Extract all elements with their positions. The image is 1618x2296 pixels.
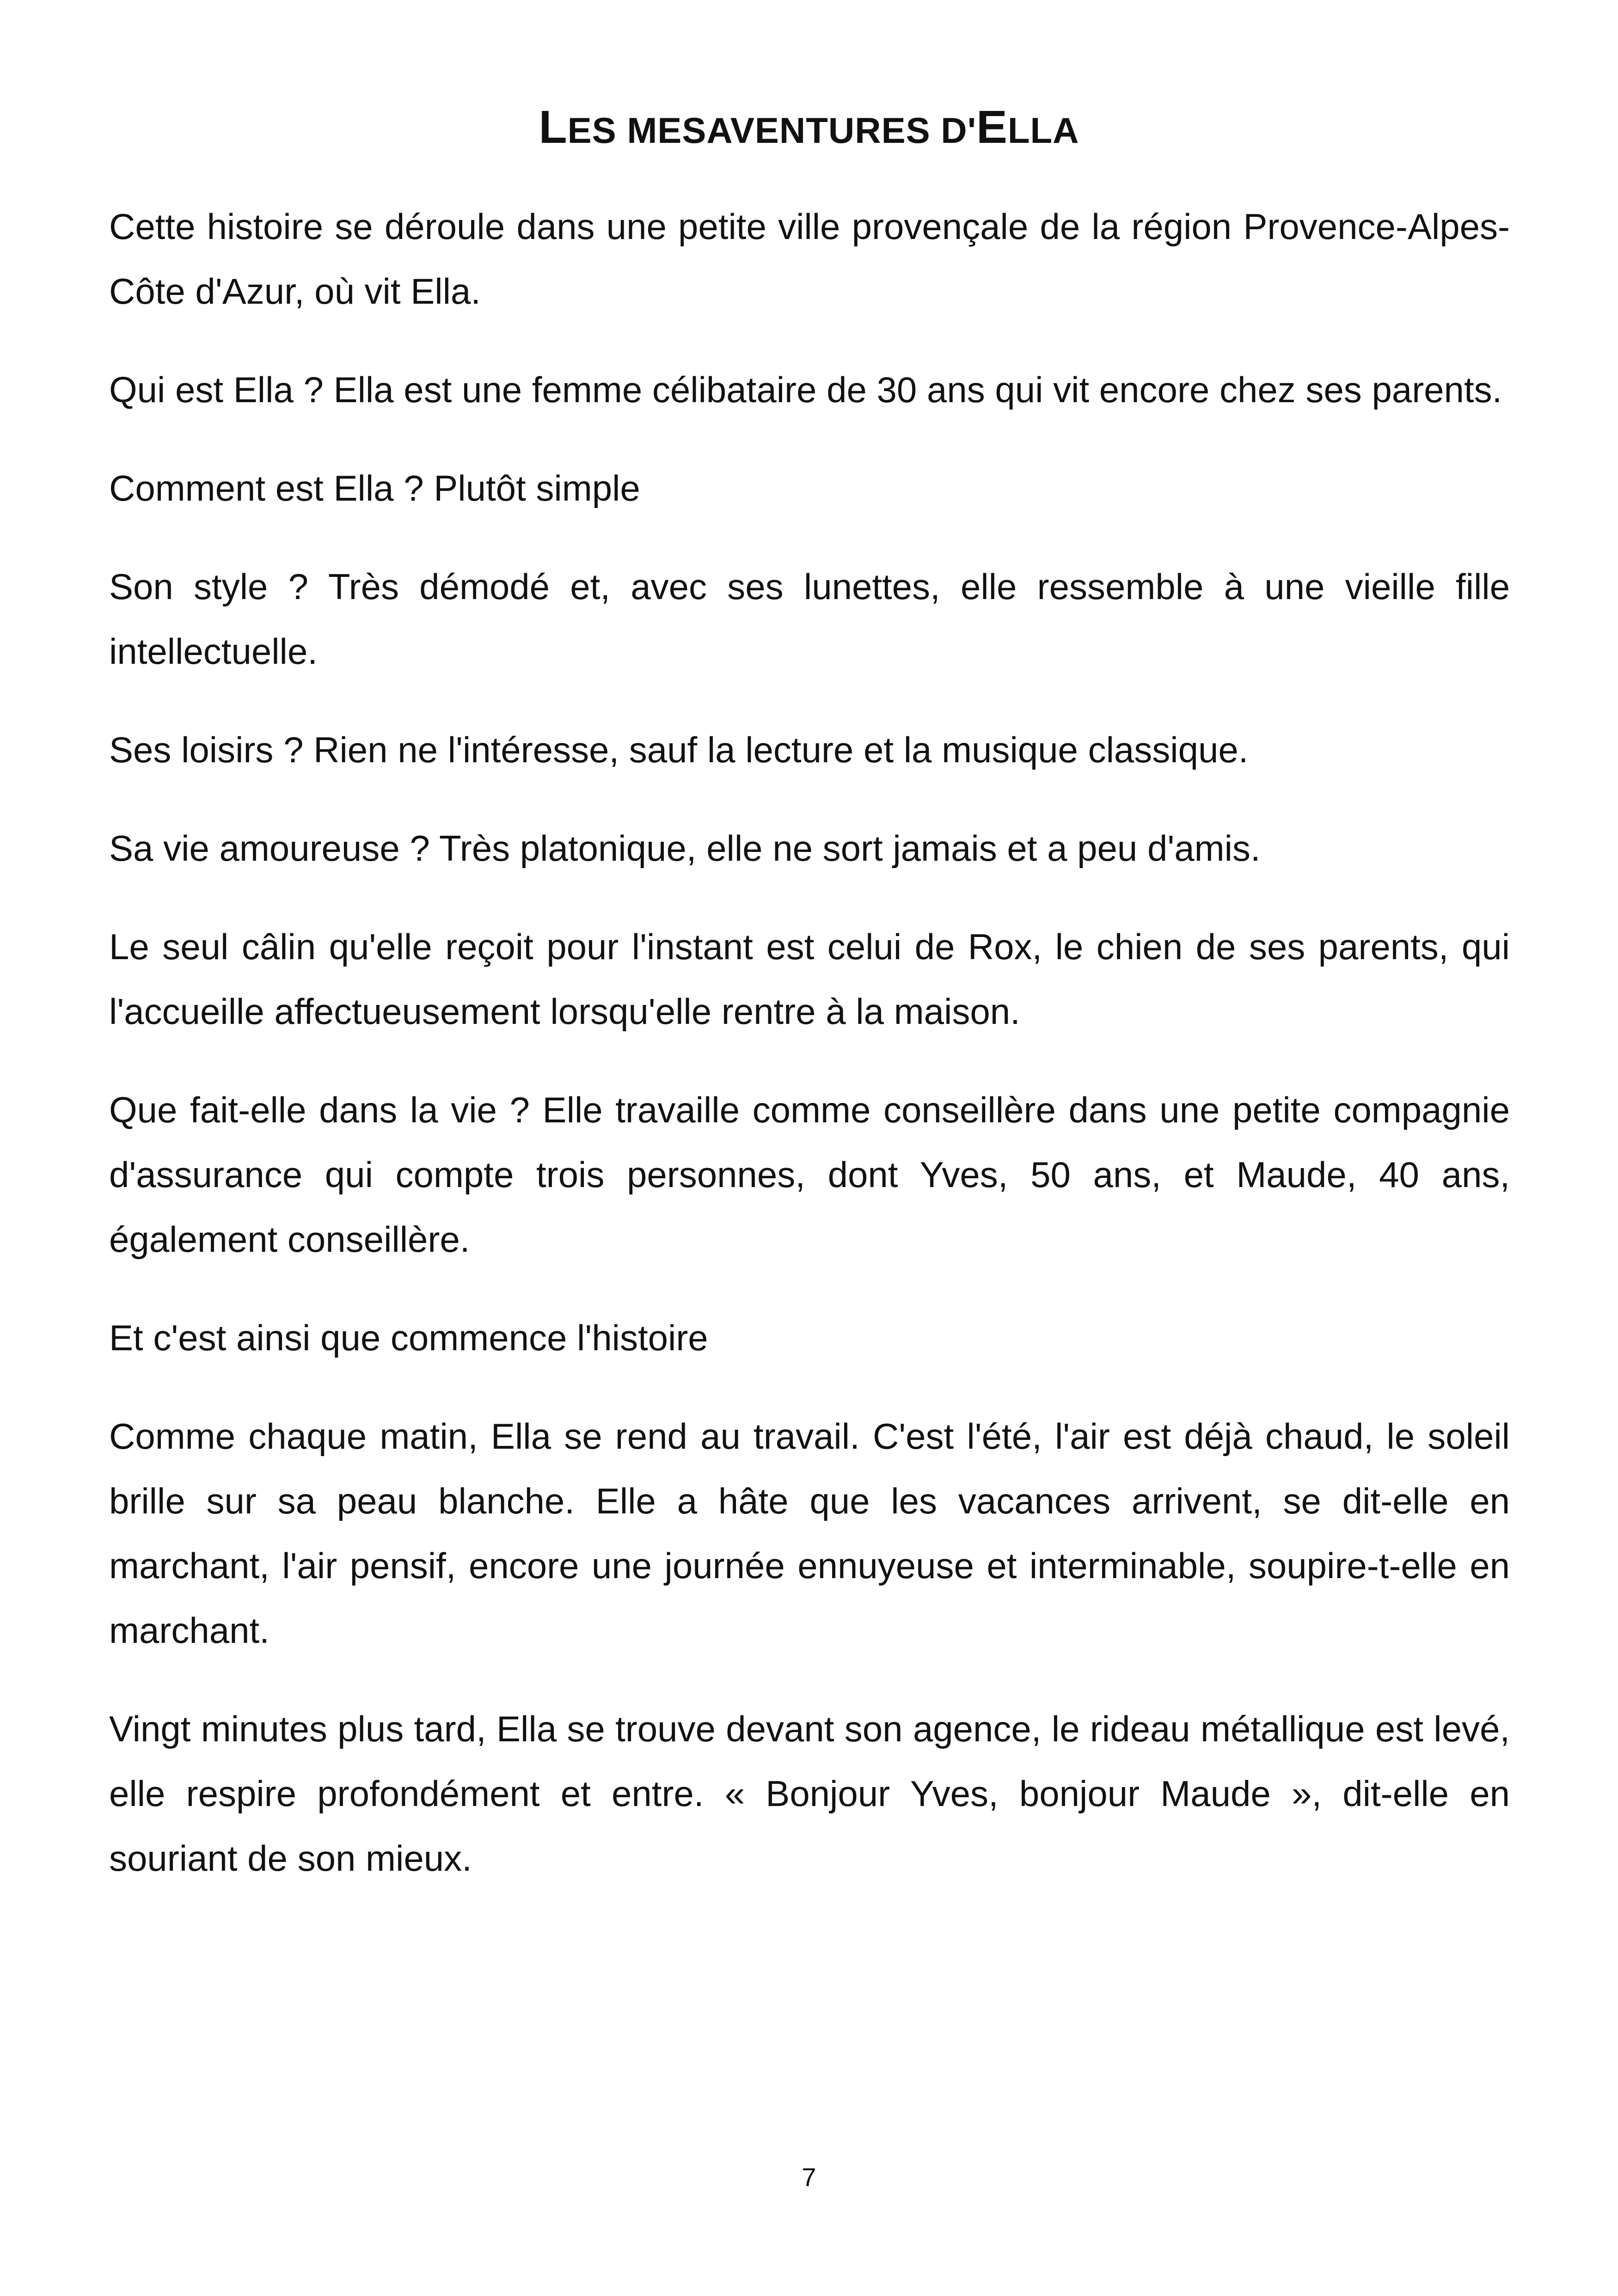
paragraph: Son style ? Très démodé et, avec ses lunettes, elle ressemble à une vieille fille intellectuelle. bbox=[109, 566, 1510, 672]
paragraph: Et c'est ainsi que commence l'histoire bbox=[109, 1317, 708, 1358]
title-initial-1: L bbox=[539, 101, 568, 153]
paragraph: Le seul câlin qu'elle reçoit pour l'instant est celui de Rox, le chien de ses parents, qui l'accueille affectueusement lorsqu'elle rentre à la maison. bbox=[109, 926, 1510, 1032]
chapter-title bbox=[0, 92, 1618, 165]
paragraph: Que fait-elle dans la vie ? Elle travaille comme conseillère dans une petite compagnie d'assurance qui compte trois personnes, dont Yves, 50 ans, et Maude, 40 ans, également conseillère. bbox=[109, 1090, 1510, 1260]
paragraph: Ses loisirs ? Rien ne l'intéresse, sauf la lecture et la musique classique. bbox=[109, 729, 1249, 770]
paragraph: Comme chaque matin, Ella se rend au travail. C'est l'été, l'air est déjà chaud, le soleil brille sur sa peau blanche. Elle a hâte que les vacances arrivent, se dit-elle en marchant, l'air pensif, encore une journée ennuyeuse et interminable, soupire-t-elle en marchant. bbox=[109, 1416, 1510, 1651]
title-smallcaps-2: LLA bbox=[1007, 110, 1079, 151]
title-initial-2: E bbox=[976, 101, 1008, 153]
page-number: 7 bbox=[802, 2162, 816, 2192]
title-smallcaps-1: ES MESAVENTURES D' bbox=[567, 110, 977, 151]
paragraph: Qui est Ella ? Ella est une femme célibataire de 30 ans qui vit encore chez ses parents. bbox=[109, 369, 1502, 410]
paragraph: Comment est Ella ? Plutôt simple bbox=[109, 468, 640, 508]
paragraph: Vingt minutes plus tard, Ella se trouve devant son agence, le rideau métallique est levé, elle respire profondément et entre. « Bonjour Yves, bonjour Maude », dit-elle en souriant de son mieux. bbox=[109, 1708, 1510, 1879]
body-text bbox=[109, 194, 1510, 1924]
paragraph: Sa vie amoureuse ? Très platonique, elle ne sort jamais et a peu d'amis. bbox=[109, 828, 1261, 869]
paragraph: Cette histoire se déroule dans une petite ville provençale de la région Provence-Alpes-Côte d'Azur, où vit Ella. bbox=[109, 206, 1510, 312]
